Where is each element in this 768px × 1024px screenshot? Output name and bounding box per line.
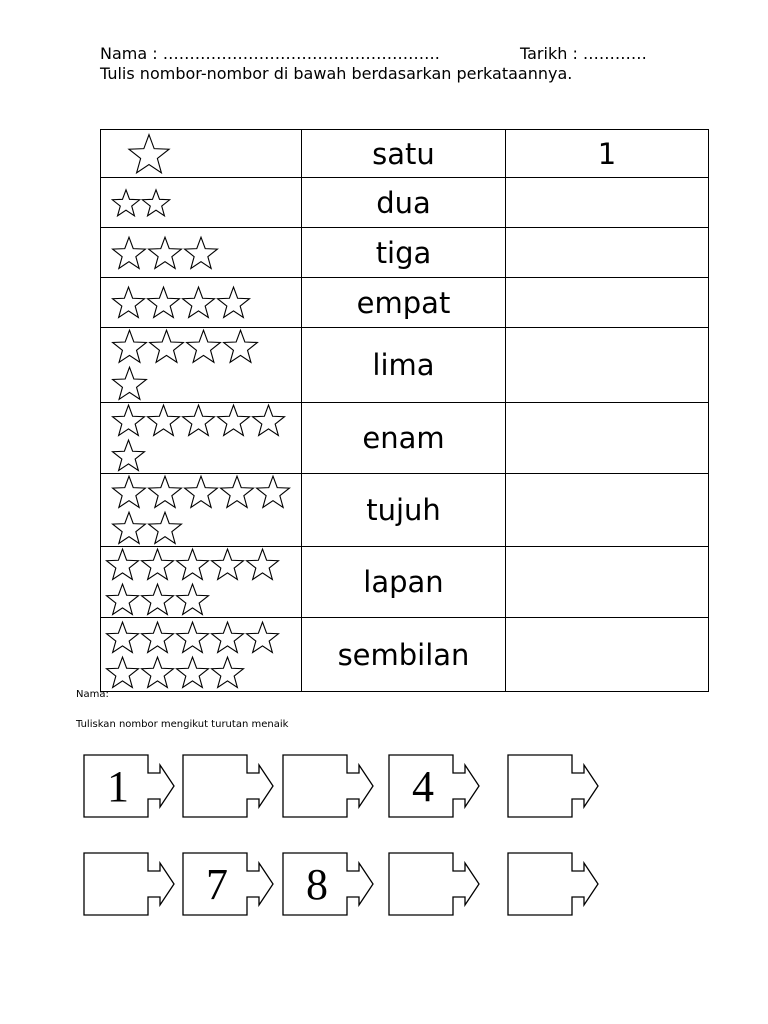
star-outline-icon xyxy=(148,328,185,365)
star-outline-icon xyxy=(147,235,183,271)
sequence-number: 1 xyxy=(107,761,129,811)
star-outline-icon xyxy=(111,188,141,218)
star-outline-icon xyxy=(175,620,210,655)
stars-cell xyxy=(101,228,302,278)
star-outline-icon xyxy=(185,328,222,365)
stars-cell xyxy=(101,474,302,547)
worksheet-instruction: Tulis nombor-nombor di bawah berdasarkan perkataannya. xyxy=(100,64,573,83)
star-group xyxy=(101,285,291,320)
sequence-number: 8 xyxy=(306,859,328,909)
star-outline-icon xyxy=(210,547,245,582)
number-word: sembilan xyxy=(302,618,506,692)
answer-cell[interactable] xyxy=(506,278,709,328)
stars-cell xyxy=(101,178,302,228)
star-outline-icon xyxy=(147,510,183,546)
sequence-box[interactable] xyxy=(508,755,604,817)
table-row xyxy=(101,228,709,278)
number-word: satu xyxy=(302,130,506,178)
table-row xyxy=(101,278,709,328)
star-group xyxy=(101,547,291,617)
number-word: enam xyxy=(302,403,506,474)
sequence-number xyxy=(512,853,572,915)
star-outline-icon xyxy=(146,285,181,320)
sequence-box[interactable] xyxy=(84,853,180,915)
answer-cell[interactable] xyxy=(506,474,709,547)
star-outline-icon xyxy=(216,403,251,438)
star-group xyxy=(101,474,291,546)
star-outline-icon xyxy=(111,403,146,438)
star-group xyxy=(101,188,291,218)
sequence-box[interactable] xyxy=(84,755,180,817)
star-outline-icon xyxy=(245,547,280,582)
stars-cell xyxy=(101,278,302,328)
sequence-instruction: Tuliskan nombor mengikut turutan menaik xyxy=(76,719,289,730)
answer-cell[interactable] xyxy=(506,403,709,474)
star-outline-icon xyxy=(175,547,210,582)
star-outline-icon xyxy=(140,655,175,690)
star-outline-icon xyxy=(245,620,280,655)
number-word: tujuh xyxy=(302,474,506,547)
star-outline-icon xyxy=(141,188,171,218)
star-group xyxy=(101,620,291,690)
sequence-box[interactable] xyxy=(183,755,279,817)
star-outline-icon xyxy=(111,328,148,365)
sequence-name-label: Nama: xyxy=(76,689,109,700)
answer-cell[interactable] xyxy=(506,228,709,278)
star-outline-icon xyxy=(146,403,181,438)
star-outline-icon xyxy=(140,582,175,617)
star-outline-icon xyxy=(251,403,286,438)
number-word: dua xyxy=(302,178,506,228)
table-row xyxy=(101,474,709,547)
stars-cell xyxy=(101,618,302,692)
answer-cell[interactable] xyxy=(506,547,709,618)
star-outline-icon xyxy=(140,620,175,655)
number-word: tiga xyxy=(302,228,506,278)
star-group xyxy=(101,328,291,402)
star-outline-icon xyxy=(111,438,146,473)
star-outline-icon xyxy=(140,547,175,582)
number-word: lima xyxy=(302,328,506,403)
number-word: lapan xyxy=(302,547,506,618)
star-outline-icon xyxy=(105,655,140,690)
answer-cell[interactable] xyxy=(506,178,709,228)
answer-cell[interactable]: 1 xyxy=(506,130,709,178)
star-outline-icon xyxy=(210,655,245,690)
stars-cell xyxy=(101,547,302,618)
star-outline-icon xyxy=(127,132,171,176)
star-outline-icon xyxy=(255,474,291,510)
star-outline-icon xyxy=(147,474,183,510)
answer-cell[interactable] xyxy=(506,328,709,403)
sequence-number xyxy=(393,853,453,915)
star-outline-icon xyxy=(111,365,148,402)
star-group xyxy=(101,235,291,271)
table-row xyxy=(101,178,709,228)
star-outline-icon xyxy=(175,582,210,617)
star-outline-icon xyxy=(111,285,146,320)
stars-cell xyxy=(101,328,302,403)
worksheet-header xyxy=(100,44,740,84)
answer-cell[interactable] xyxy=(506,618,709,692)
star-outline-icon xyxy=(219,474,255,510)
table-row xyxy=(101,547,709,618)
star-outline-icon xyxy=(105,582,140,617)
table-row xyxy=(101,130,709,178)
star-outline-icon xyxy=(216,285,251,320)
sequence-number xyxy=(187,755,247,817)
sequence-number xyxy=(88,853,148,915)
name-field[interactable]: Nama : ……………………………………………. xyxy=(100,44,440,63)
star-outline-icon xyxy=(175,655,210,690)
sequence-box[interactable] xyxy=(283,853,379,915)
star-outline-icon xyxy=(222,328,259,365)
sequence-number xyxy=(512,755,572,817)
stars-cell xyxy=(101,130,302,178)
star-group xyxy=(101,132,291,176)
star-outline-icon xyxy=(183,235,219,271)
sequence-box[interactable] xyxy=(183,853,279,915)
sequence-box[interactable] xyxy=(389,853,485,915)
sequence-box[interactable] xyxy=(283,755,379,817)
name-date-line xyxy=(100,44,740,64)
star-outline-icon xyxy=(111,235,147,271)
number-word-table xyxy=(100,129,709,692)
stars-cell xyxy=(101,403,302,474)
star-outline-icon xyxy=(105,620,140,655)
table-row xyxy=(101,328,709,403)
star-outline-icon xyxy=(111,474,147,510)
star-outline-icon xyxy=(181,403,216,438)
date-field[interactable]: Tarikh : ………… xyxy=(520,44,647,63)
star-outline-icon xyxy=(181,285,216,320)
table-row xyxy=(101,618,709,692)
star-outline-icon xyxy=(105,547,140,582)
star-outline-icon xyxy=(183,474,219,510)
sequence-box[interactable] xyxy=(508,853,604,915)
sequence-number: 7 xyxy=(206,859,228,909)
sequence-number: 4 xyxy=(412,761,434,811)
star-group xyxy=(101,403,291,473)
sequence-number xyxy=(287,755,347,817)
sequence-box[interactable] xyxy=(389,755,485,817)
number-word: empat xyxy=(302,278,506,328)
table-row xyxy=(101,403,709,474)
star-outline-icon xyxy=(210,620,245,655)
star-outline-icon xyxy=(111,510,147,546)
